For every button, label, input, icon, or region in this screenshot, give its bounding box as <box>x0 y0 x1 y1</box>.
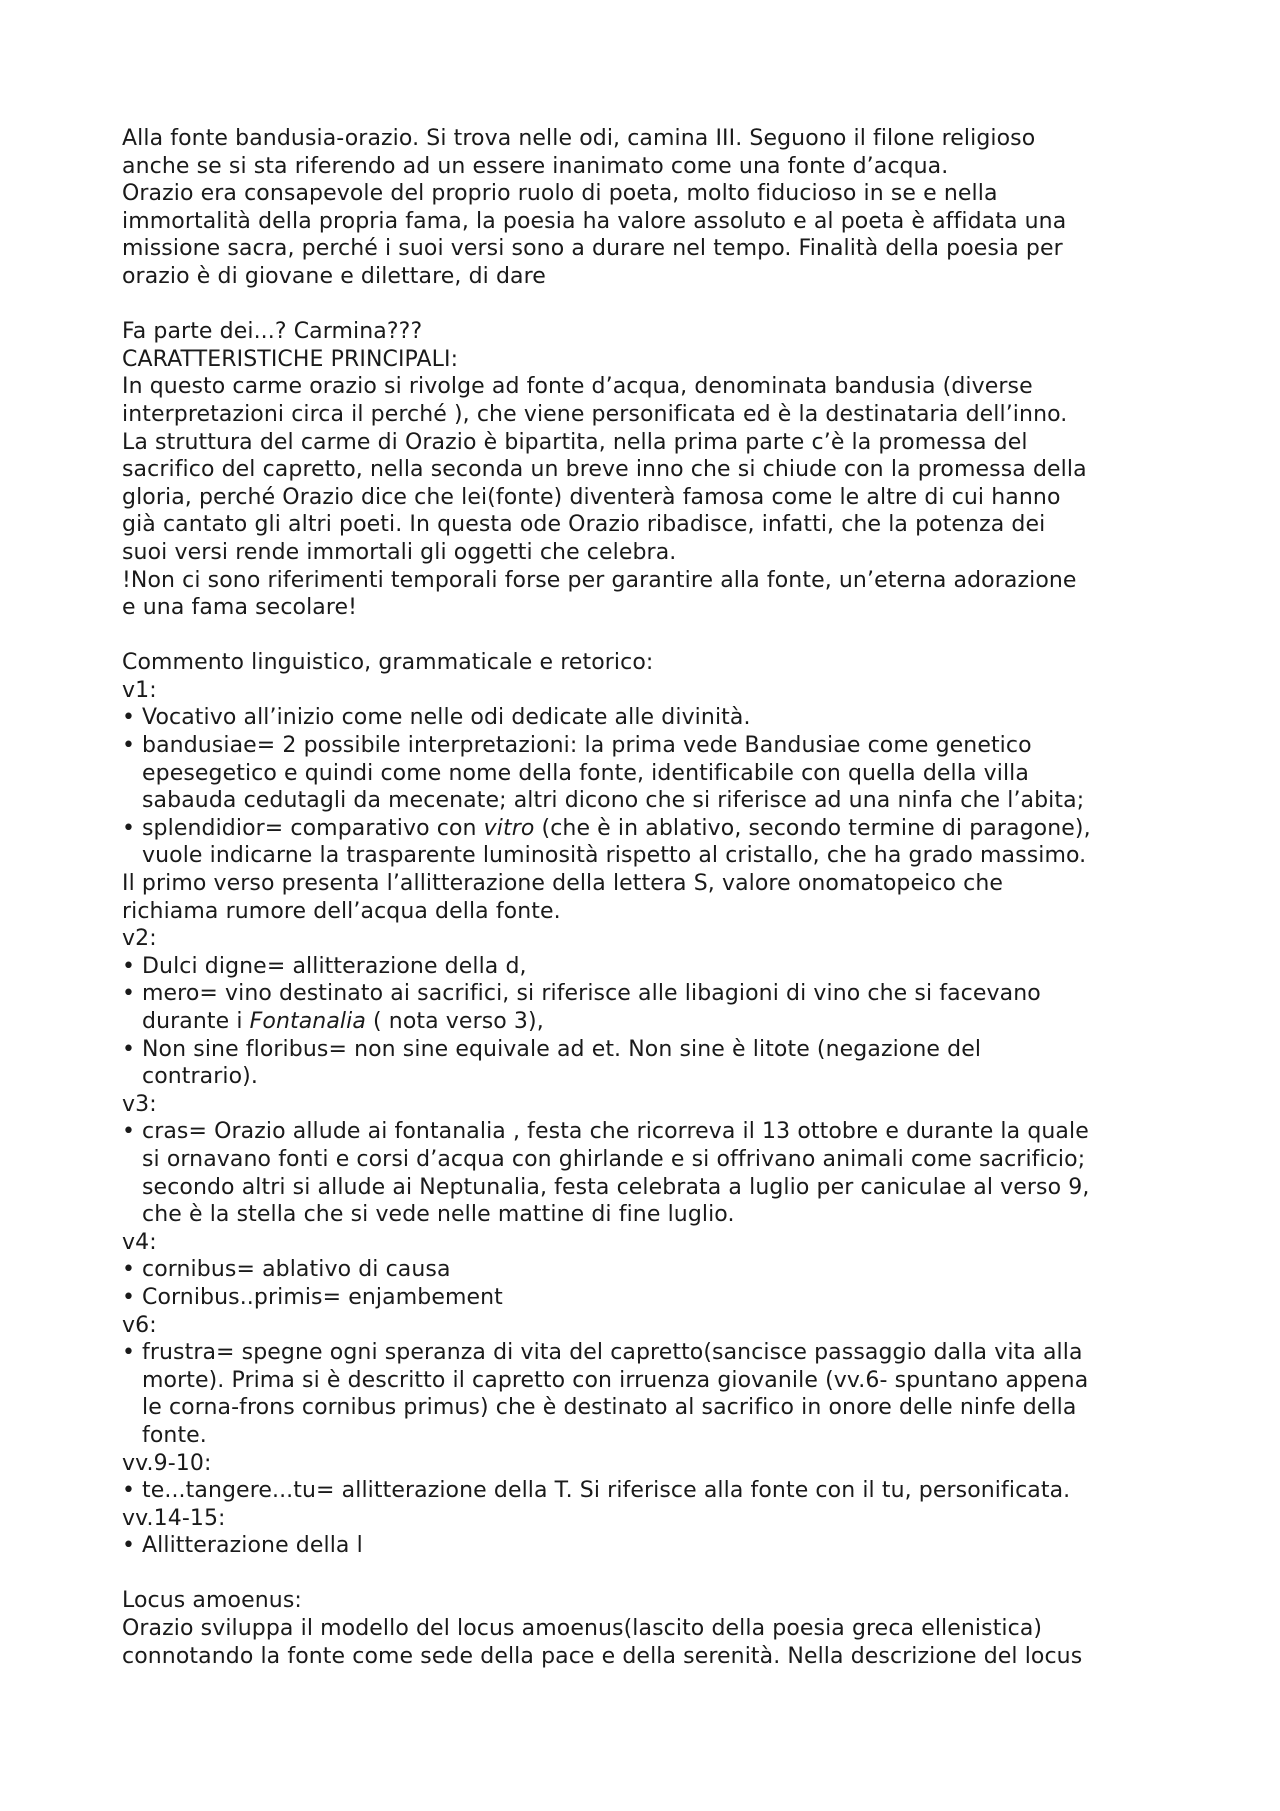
list-item-text: splendidior= comparativo con <box>142 815 484 841</box>
intro-line: Orazio era consapevole del proprio ruolo di poeta, molto fiducioso in se e nella <box>122 181 998 207</box>
list-item-continuation: epesegetico e quindi come nome della fonte, identificabile con quella della villa <box>142 760 1029 786</box>
list-item: • Non sine floribus= non sine equivale ad et. Non sine è litote (negazione del <box>122 1036 1182 1064</box>
carmina-line: già cantato gli altri poeti. In questa ode Orazio ribadisce, infatti, che la potenza dei <box>122 512 1046 538</box>
list-item: • cornibus= ablativo di causa <box>122 1256 1182 1284</box>
document-body <box>122 125 1182 1670</box>
list-item: • Allitterazione della l <box>122 1532 1182 1560</box>
intro-line: orazio è di giovane e dilettare, di dare <box>122 263 546 289</box>
locus-line: connotando la fonte come sede della pace e della serenità. Nella descrizione del locus <box>122 1643 1083 1669</box>
verse-label: vv.14-15: <box>122 1505 226 1531</box>
list-item: • te...tangere...tu= allitterazione della T. Si riferisce alla fonte con il tu, personificata. <box>122 1477 1182 1505</box>
list-item-continuation <box>122 1008 1182 1036</box>
list-item-continuation: fonte. <box>142 1422 207 1448</box>
list-item-continuation: si ornavano fonti e corsi d’acqua con ghirlande e si offrivano animali come sacrificio; <box>142 1146 1086 1172</box>
list-item-continuation: contrario). <box>142 1064 258 1090</box>
section-heading: Locus amoenus: <box>122 1588 302 1614</box>
intro-line: missione sacra, perché i suoi versi sono a durare nel tempo. Finalità della poesia per <box>122 236 1063 262</box>
italic-term: Fontanalia <box>249 1009 366 1034</box>
intro-line: immortalità della propria fama, la poesia ha valore assoluto e al poeta è affidata una <box>122 208 1067 234</box>
list-item: • cras= Orazio allude ai fontanalia , festa che ricorreva il 13 ottobre e durante la quale <box>122 1118 1182 1146</box>
list-item: • Vocativo all’inizio come nelle odi dedicate alle divinità. <box>122 704 1182 732</box>
list-item-text: durante i <box>142 1009 250 1034</box>
section-heading: Commento linguistico, grammaticale e retorico: <box>122 650 654 676</box>
verse-label: v2: <box>122 926 157 952</box>
list-item <box>122 815 1182 843</box>
list-item-continuation: sabauda cedutagli da mecenate; altri dicono che si riferisce ad una ninfa che l’abita; <box>142 788 1085 814</box>
list-item: • bandusiae= 2 possibile interpretazioni: la prima vede Bandusiae come genetico <box>122 732 1182 760</box>
paragraph-gap <box>122 622 1182 650</box>
verse-label: v1: <box>122 677 157 703</box>
list-item-continuation: secondo altri si allude ai Neptunalia, festa celebrata a luglio per caniculae al verso 9, <box>142 1174 1090 1200</box>
list-item-continuation: le corna-frons cornibus primus) che è destinato al sacrifico in onore delle ninfe della <box>142 1395 1077 1421</box>
italic-term: vitro <box>483 815 535 841</box>
carmina-line: e una fama secolare! <box>122 595 358 621</box>
list-item-continuation: vuole indicarne la trasparente luminosità rispetto al cristallo, che ha grado massimo. <box>142 843 1087 869</box>
intro-line: anche se si sta riferendo ad un essere inanimato come una fonte d’acqua. <box>122 153 949 179</box>
intro-line: Alla fonte bandusia-orazio. Si trova nelle odi, camina III. Seguono il filone religioso <box>122 126 1036 151</box>
locus-line: Orazio sviluppa il modello del locus amoenus(lascito della poesia greca ellenistica) <box>122 1616 1043 1642</box>
carmina-line: In questo carme orazio si rivolge ad fonte d’acqua, denominata bandusia (diverse <box>122 374 1033 400</box>
list-item-text: (che è in ablativo, secondo termine di paragone), <box>534 815 1091 841</box>
list-item-continuation: morte). Prima si è descritto il capretto con irruenza giovanile (vv.6- spuntano appena <box>142 1367 1089 1393</box>
paragraph-gap <box>122 291 1182 319</box>
verse-label: vv.9-10: <box>122 1450 212 1476</box>
list-item-continuation: che è la stella che si vede nelle mattine di fine luglio. <box>142 1202 735 1228</box>
verse-label: v3: <box>122 1091 157 1117</box>
carmina-line: gloria, perché Orazio dice che lei(fonte) diventerà famosa come le altre di cui hanno <box>122 484 1061 510</box>
carmina-line: interpretazioni circa il perché ), che viene personificata ed è la destinataria dell’inno. <box>122 401 1068 427</box>
carmina-line: sacrifico del capretto, nella seconda un breve inno che si chiude con la promessa della <box>122 457 1087 483</box>
list-item: • Cornibus..primis= enjambement <box>122 1284 1182 1312</box>
carmina-line: !Non ci sono riferimenti temporali forse per garantire alla fonte, un’eterna adorazione <box>122 567 1077 593</box>
list-item: • Dulci digne= allitterazione della d, <box>122 953 1182 981</box>
carmina-line: suoi versi rende immortali gli oggetti che celebra. <box>122 539 677 565</box>
note-line: Il primo verso presenta l’allitterazione della lettera S, valore onomatopeico che <box>122 871 1004 897</box>
paragraph-gap <box>122 1560 1182 1588</box>
list-item: • mero= vino destinato ai sacrifici, si riferisce alle libagioni di vino che si facevano <box>122 980 1182 1008</box>
list-item-text: ( nota verso 3), <box>365 1009 544 1034</box>
carmina-line: Fa parte dei...? Carmina??? <box>122 319 423 345</box>
carmina-line: La struttura del carme di Orazio è bipartita, nella prima parte c’è la promessa del <box>122 429 1028 455</box>
note-line: richiama rumore dell’acqua della fonte. <box>122 898 561 924</box>
verse-label: v4: <box>122 1229 157 1255</box>
verse-label: v6: <box>122 1312 157 1338</box>
list-item: • frustra= spegne ogni speranza di vita del capretto(sancisce passaggio dalla vita alla <box>122 1339 1182 1367</box>
section-heading: CARATTERISTICHE PRINCIPALI: <box>122 346 459 372</box>
